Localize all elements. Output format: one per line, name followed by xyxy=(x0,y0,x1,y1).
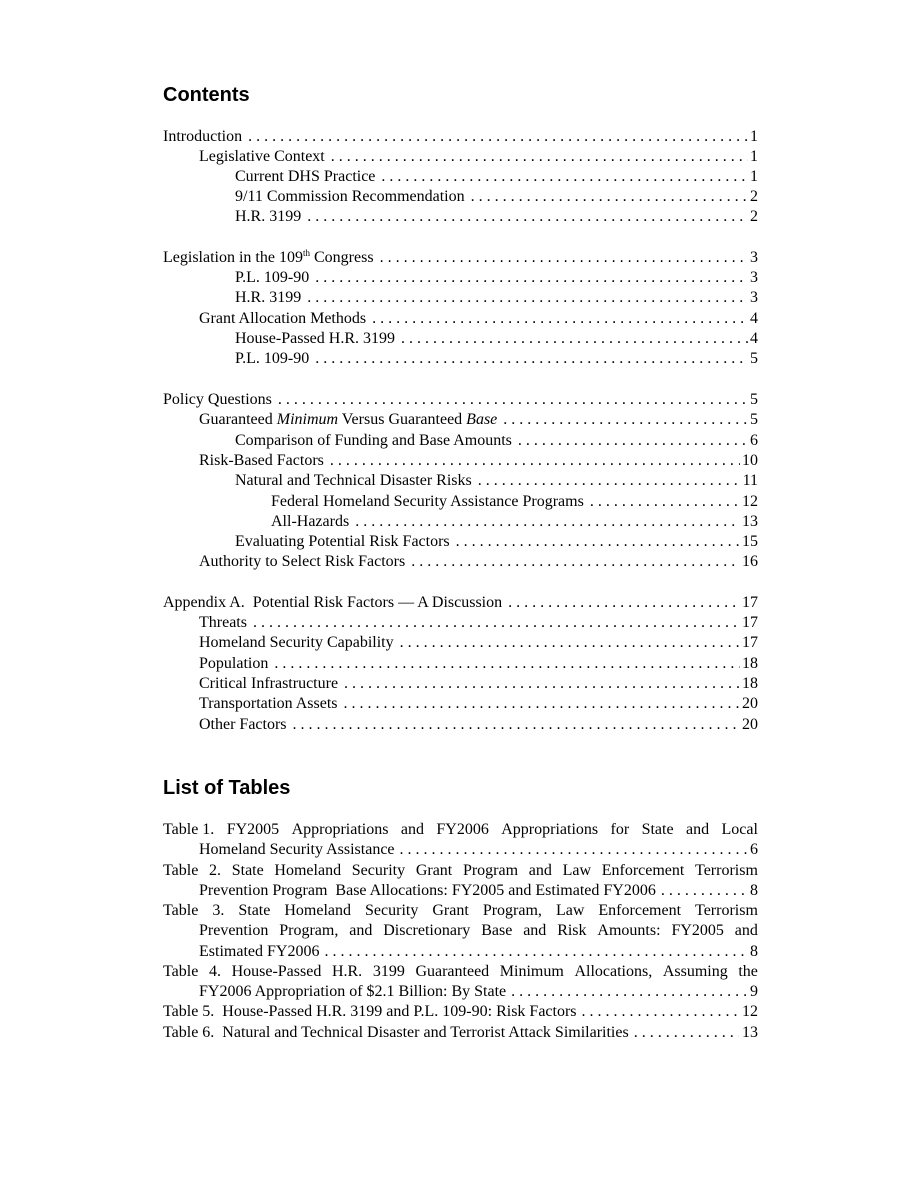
toc-entry[interactable] xyxy=(199,715,758,735)
toc-entry-page: 17 xyxy=(742,614,758,631)
toc-entry-title: Guaranteed Minimum Versus Guaranteed Base xyxy=(199,411,498,428)
entry-line xyxy=(163,861,758,881)
toc-entry-title: Introduction xyxy=(163,128,243,145)
toc-entry-title: Grant Allocation Methods xyxy=(199,310,367,327)
entry-line xyxy=(163,1023,758,1043)
word: H.R. xyxy=(331,963,363,980)
leader-dots xyxy=(247,613,740,633)
word: Homeland xyxy=(284,902,352,919)
toc-entry-page: 18 xyxy=(742,655,758,672)
word: and xyxy=(523,922,547,940)
word: and xyxy=(349,922,373,940)
toc-entry[interactable] xyxy=(199,410,758,430)
toc-entry[interactable] xyxy=(235,349,758,369)
leader-dots xyxy=(395,840,747,860)
word: House-Passed xyxy=(231,963,322,980)
toc-entry-page: 1 xyxy=(750,168,758,185)
toc-entry-page: 2 xyxy=(750,208,758,225)
table-list-title: Table 5. House-Passed H.R. 3199 and P.L. 109-90: Risk Factors xyxy=(163,1003,577,1020)
entry-line xyxy=(163,820,758,840)
word: Law xyxy=(562,862,592,879)
table-list-title: Estimated FY2006 xyxy=(199,942,320,960)
toc-entry-page: 20 xyxy=(742,716,758,733)
justified-words xyxy=(199,921,758,941)
leader-dots xyxy=(319,942,747,962)
leader-dots xyxy=(309,349,748,369)
table-list-entry[interactable] xyxy=(163,901,758,962)
toc-entry-title: Homeland Security Capability xyxy=(199,634,394,651)
toc-entry[interactable] xyxy=(235,207,758,227)
toc-entry[interactable] xyxy=(235,268,758,288)
toc-entry-page: 6 xyxy=(750,432,758,449)
leader-dots xyxy=(472,471,741,491)
toc-entry-page: 1 xyxy=(750,128,758,145)
toc-entry-title: 9/11 Commission Recommendation xyxy=(235,188,465,205)
toc-entry-page: 5 xyxy=(750,411,758,428)
word: Enforcement xyxy=(601,862,685,879)
word: 4. xyxy=(208,963,221,980)
toc-entry[interactable] xyxy=(235,187,758,207)
toc-entry-page: 10 xyxy=(742,452,758,469)
word: Allocations, xyxy=(574,963,653,980)
toc-entry-title: P.L. 109-90 xyxy=(235,350,310,367)
word: State xyxy=(641,821,674,838)
leader-dots xyxy=(374,248,748,268)
word: Local xyxy=(721,821,758,838)
leader-dots xyxy=(242,127,748,147)
toc-entry[interactable] xyxy=(199,633,758,653)
toc-entry-title: All-Hazards xyxy=(271,513,350,530)
toc-entry[interactable] xyxy=(163,248,758,268)
leader-dots xyxy=(506,982,747,1002)
toc-entry-page: 17 xyxy=(742,634,758,651)
toc-entry-page: 5 xyxy=(750,391,758,408)
word: Terrorism xyxy=(695,862,758,879)
leader-dots xyxy=(338,674,740,694)
word: for xyxy=(610,821,630,838)
leader-dots xyxy=(268,654,740,674)
toc-entry-page: 18 xyxy=(742,675,758,692)
table-list-title: Homeland Security Assistance xyxy=(199,841,395,859)
table-list-page: 12 xyxy=(742,1003,758,1020)
toc-entry-page: 3 xyxy=(750,269,758,286)
leader-dots xyxy=(405,552,740,572)
toc-entry-title: Evaluating Potential Risk Factors xyxy=(235,533,450,550)
toc-entry[interactable] xyxy=(199,552,758,572)
word: Program, xyxy=(482,902,542,919)
leader-dots xyxy=(577,1002,739,1022)
toc-entry-page: 3 xyxy=(750,249,758,266)
entry-line xyxy=(163,962,758,982)
table-list-title: FY2006 Appropriation of $2.1 Billion: By State xyxy=(199,983,507,1001)
toc-entry-title: Federal Homeland Security Assistance Programs xyxy=(271,493,584,510)
word: Terrorism xyxy=(695,902,758,919)
word: the xyxy=(738,963,758,980)
toc-entry-title: Comparison of Funding and Base Amounts xyxy=(235,432,512,449)
toc-entry[interactable] xyxy=(199,309,758,329)
toc-entry-title: Transportation Assets xyxy=(199,695,338,712)
toc-entry-title: Natural and Technical Disaster Risks xyxy=(235,472,472,489)
word: Discretionary xyxy=(383,922,471,940)
toc-entry-title: Legislation in the 109th Congress xyxy=(163,248,374,266)
word: Minimum xyxy=(499,963,564,980)
table-list-page: 8 xyxy=(750,942,758,960)
word: Table xyxy=(163,862,199,879)
list-of-tables-heading: List of Tables xyxy=(163,777,291,799)
toc-entry[interactable] xyxy=(235,329,758,349)
leader-dots xyxy=(450,532,740,552)
word: Risk xyxy=(557,922,587,940)
toc-entry[interactable] xyxy=(271,512,758,532)
leader-dots xyxy=(301,207,748,227)
word: FY2006 xyxy=(436,821,489,838)
contents-heading: Contents xyxy=(163,84,250,106)
toc-entry[interactable] xyxy=(235,431,758,451)
toc-entry[interactable] xyxy=(235,167,758,187)
justified-words xyxy=(163,901,758,921)
leader-dots xyxy=(497,410,748,430)
word: Law xyxy=(555,902,585,919)
table-list-entry[interactable] xyxy=(163,820,758,861)
leader-dots xyxy=(325,147,748,167)
word: Enforcement xyxy=(598,902,682,919)
leader-dots xyxy=(512,431,748,451)
toc-entry[interactable] xyxy=(199,654,758,674)
table-list-page: 6 xyxy=(750,841,758,859)
entry-line xyxy=(163,840,758,860)
word: Base xyxy=(481,922,513,940)
word: Table xyxy=(163,963,199,980)
toc-entry[interactable] xyxy=(235,532,758,552)
toc-entry-title: Other Factors xyxy=(199,716,287,733)
word: Appropriations xyxy=(291,821,389,838)
leader-dots xyxy=(395,329,748,349)
toc-entry-title: Current DHS Practice xyxy=(235,168,376,185)
toc-entry-page: 12 xyxy=(742,493,758,510)
toc-entry-page: 16 xyxy=(742,553,758,570)
word: Amounts: xyxy=(597,922,661,940)
toc-entry[interactable] xyxy=(199,674,758,694)
entry-line xyxy=(163,901,758,921)
toc-entry-page: 4 xyxy=(750,310,758,327)
toc-entry-page: 5 xyxy=(750,350,758,367)
leader-dots xyxy=(656,881,747,901)
word: FY2005 xyxy=(671,922,724,940)
toc-entry-title: H.R. 3199 xyxy=(235,289,302,306)
toc-entry-title: H.R. 3199 xyxy=(235,208,302,225)
leader-dots xyxy=(349,512,740,532)
toc-entry-page: 11 xyxy=(742,472,758,489)
toc-entry-title: Population xyxy=(199,655,269,672)
justified-words xyxy=(163,962,758,982)
leader-dots xyxy=(629,1023,739,1043)
toc-entry[interactable] xyxy=(163,127,758,147)
toc-entry-page: 4 xyxy=(750,330,758,347)
table-list-page: 8 xyxy=(750,882,758,900)
word: Security xyxy=(365,902,419,919)
table-list-entry[interactable] xyxy=(163,861,758,902)
leader-dots xyxy=(366,309,748,329)
toc-entry-page: 20 xyxy=(742,695,758,712)
word: and xyxy=(685,821,710,838)
word: Prevention xyxy=(199,922,269,940)
word: 3199 xyxy=(372,963,405,980)
toc-entry-page: 17 xyxy=(742,594,758,611)
toc-entry[interactable] xyxy=(235,471,758,491)
toc-entry-title: Critical Infrastructure xyxy=(199,675,339,692)
word: Table xyxy=(163,902,199,919)
toc-entry[interactable] xyxy=(163,390,758,410)
toc-entry[interactable] xyxy=(235,288,758,308)
justified-words xyxy=(163,861,758,881)
toc-entry[interactable] xyxy=(199,451,758,471)
toc-entry-title: House-Passed H.R. 3199 xyxy=(235,330,395,347)
toc-entry-page: 13 xyxy=(742,513,758,530)
toc-entry[interactable] xyxy=(163,593,758,613)
word: Grant xyxy=(415,862,453,879)
table-list-page: 13 xyxy=(742,1024,758,1041)
word: 3. xyxy=(212,902,225,919)
toc-entry-title: Appendix A. Potential Risk Factors — A Discussion xyxy=(163,594,503,611)
word: FY2005 xyxy=(226,821,280,838)
toc-entry-page: 15 xyxy=(742,533,758,550)
word: State xyxy=(238,902,271,919)
toc-entry[interactable] xyxy=(199,147,758,167)
toc-entry-title: Policy Questions xyxy=(163,391,272,408)
toc-entry-page: 3 xyxy=(750,289,758,306)
leader-dots xyxy=(502,593,740,613)
table-list-title: Table 6. Natural and Technical Disaster and Terrorist Attack Similarities xyxy=(163,1024,629,1041)
toc-entry-page: 1 xyxy=(750,148,758,165)
toc-entry-title: Legislative Context xyxy=(199,148,325,165)
entry-line xyxy=(163,881,758,901)
entry-line xyxy=(163,942,758,962)
word: and xyxy=(400,821,424,838)
justified-words xyxy=(163,820,758,840)
entry-line xyxy=(163,921,758,941)
table-list-entry[interactable] xyxy=(163,1023,758,1043)
word: State xyxy=(231,862,264,879)
leader-dots xyxy=(584,492,740,512)
word: Homeland xyxy=(274,862,342,879)
leader-dots xyxy=(338,694,740,714)
toc-entry[interactable] xyxy=(199,694,758,714)
word: 2. xyxy=(209,862,222,879)
word: Security xyxy=(351,862,406,879)
table-list-title: Prevention Program Base Allocations: FY2005 and Estimated FY2006 xyxy=(199,882,656,900)
leader-dots xyxy=(375,167,748,187)
toc-entry[interactable] xyxy=(199,613,758,633)
leader-dots xyxy=(309,268,748,288)
word: Program xyxy=(462,862,519,879)
toc-entry-title: Threats xyxy=(199,614,247,631)
leader-dots xyxy=(301,288,748,308)
leader-dots xyxy=(465,187,748,207)
leader-dots xyxy=(287,715,740,735)
table-list-entry[interactable] xyxy=(163,1002,758,1022)
word: Grant xyxy=(432,902,469,919)
word: Appropriations xyxy=(501,821,599,838)
table-list-page: 9 xyxy=(750,983,758,1001)
word: Table 1. xyxy=(163,821,215,838)
toc-entry-title: Authority to Select Risk Factors xyxy=(199,553,406,570)
leader-dots xyxy=(394,633,740,653)
toc-entry-title: P.L. 109-90 xyxy=(235,269,310,286)
entry-line xyxy=(163,1002,758,1022)
toc-entry-title: Risk-Based Factors xyxy=(199,452,324,469)
word: and xyxy=(528,862,552,879)
table-list-entry[interactable] xyxy=(163,962,758,1003)
toc-entry[interactable] xyxy=(271,492,758,512)
word: Assuming xyxy=(662,963,728,980)
entry-line xyxy=(163,982,758,1002)
leader-dots xyxy=(324,451,740,471)
word: and xyxy=(734,922,758,940)
word: Program, xyxy=(279,922,339,940)
word: Guaranteed xyxy=(415,963,490,980)
toc-entry-page: 2 xyxy=(750,188,758,205)
leader-dots xyxy=(272,390,748,410)
